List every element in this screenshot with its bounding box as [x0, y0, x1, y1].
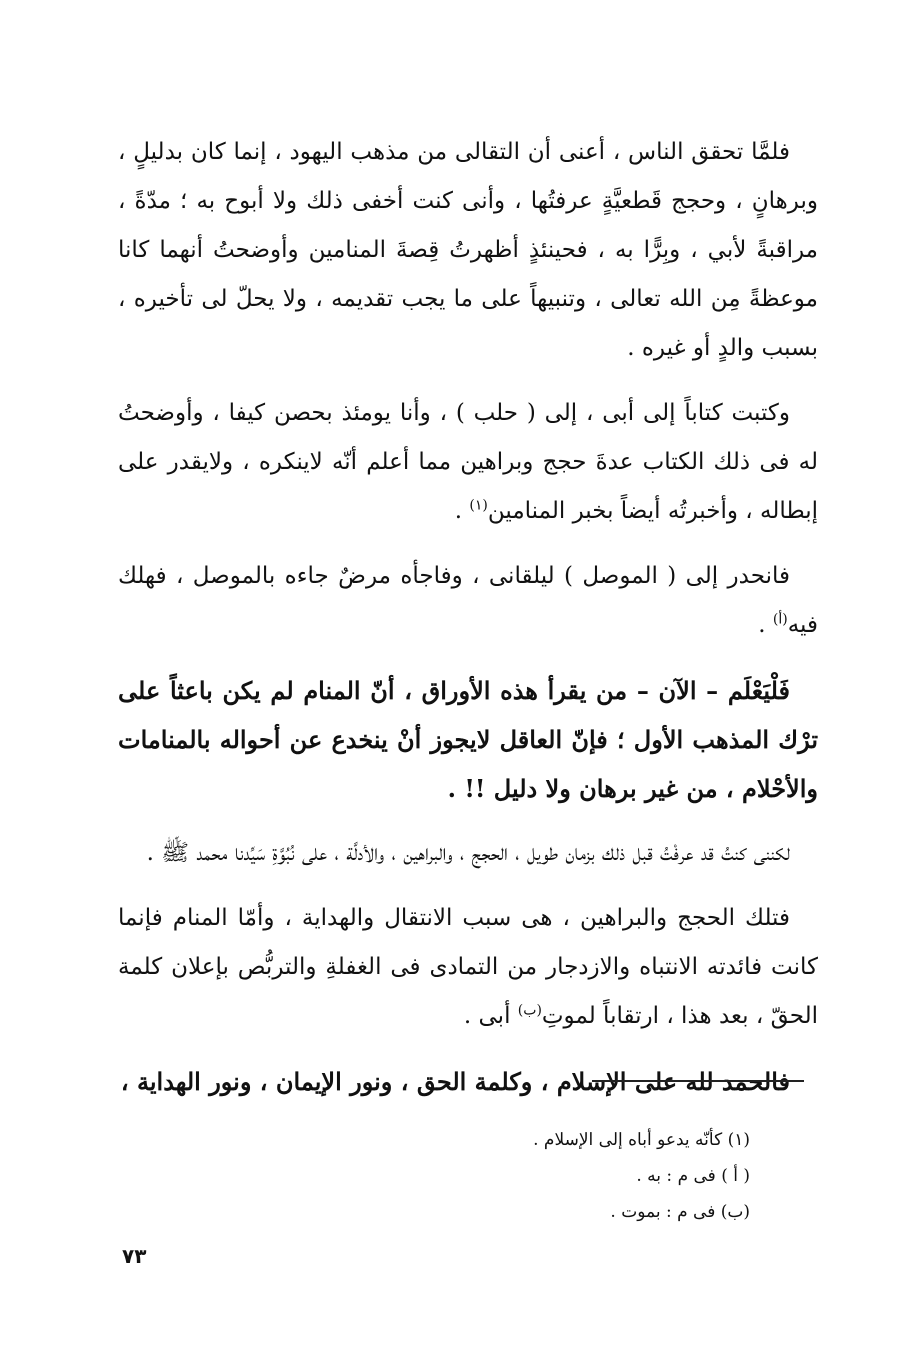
footnote-ref-1: (١) — [469, 497, 488, 514]
footnote-ref-a: (أ) — [772, 611, 788, 628]
footnote-ref-b: (ب) — [517, 1002, 542, 1019]
footnote-a: ( أ ) فى م : به . — [636, 1166, 750, 1186]
paragraph-3: فانحدر إلى ( الموصل ) ليلقانى ، وفاجأه مرضٌ جاءه بالموصل ، فهلك فيه$^{(أ)}$ . — [118, 563, 818, 638]
paragraph-6: فتلك الحجج والبراهين ، هى سبب الانتقال والهداية ، وأمّا المنام فإنما كانت فائدته الانتباه والازدجار من التمادى فى الغفلةِ والتربُّص بإعلان كلمة الحقّ ، بعد هذا ، ارتقاباً لموتِ$^{(ب)}$ أبى . — [118, 905, 818, 1029]
page-number: ٧٣ — [122, 1244, 147, 1268]
paragraph-5: لكننى كنتُ قد عرفْتُ قبل ذلك بزمان طويل ، الحجج ، والبراهين ، والأدلَّة ، على نُبُوَّةِ سَيِّدنا محمد ﷺ . — [146, 840, 790, 866]
paragraph-2: وكتبت كتاباً إلى أبى ، إلى ( حلب ) ، وأنا يومئذ بحصن كيفا ، وأوضحتُ له فى ذلك الكتاب عدةَ حجج وبراهين مما أعلم أنّه لاينكره ، ولايقدر على إبطاله ، وأخبرتُه أيضاً بخبر المنامين$^{(١)}$ . — [118, 400, 818, 524]
footnote-b: (ب) فى م : بموت . — [610, 1202, 750, 1222]
footnotes — [330, 1122, 750, 1230]
paragraph-1: فلمَّا تحقق الناس ، أعنى أن التقالى من مذهب اليهود ، إنما كان بدليلٍ ، وبرهانٍ ، وحجج قَطعيَّةٍ عرفتُها ، وأنى كنت أخفى ذلك ولا أبوح به ؛ مدّةً ، مراقبةً لأبي ، وبِرًّا به ، فحينئذٍ أظهرتُ قِصةَ المنامين وأوضحتُ أنهما كانا موعظةً مِن الله تعالى ، وتنبيهاً على ما يجب تقديمه ، ولا يحلّ لى تأخيره ، بسبب والدٍ أو غيره . — [118, 139, 818, 361]
footnote-1: (١) كأنّه يدعو أباه إلى الإسلام . — [533, 1130, 750, 1150]
footnote-divider — [592, 1080, 804, 1082]
paragraph-7-emphasis: فالحمد لله على الإسلام ، وكلمة الحق ، ونور الإيمان ، ونور الهداية ، — [120, 1067, 790, 1096]
paragraph-4-emphasis: فَلْيَعْلَم – الآن – من يقرأ هذه الأوراق ، أنّ المنام لم يكن باعثاً على ترْك المذهب الأول ؛ فإنّ العاقل لايجوز أنْ ينخدع عن أحواله بالمنامات والأحْلام ، من غير برهان ولا دليل !! . — [118, 676, 818, 803]
main-text — [118, 128, 818, 1106]
